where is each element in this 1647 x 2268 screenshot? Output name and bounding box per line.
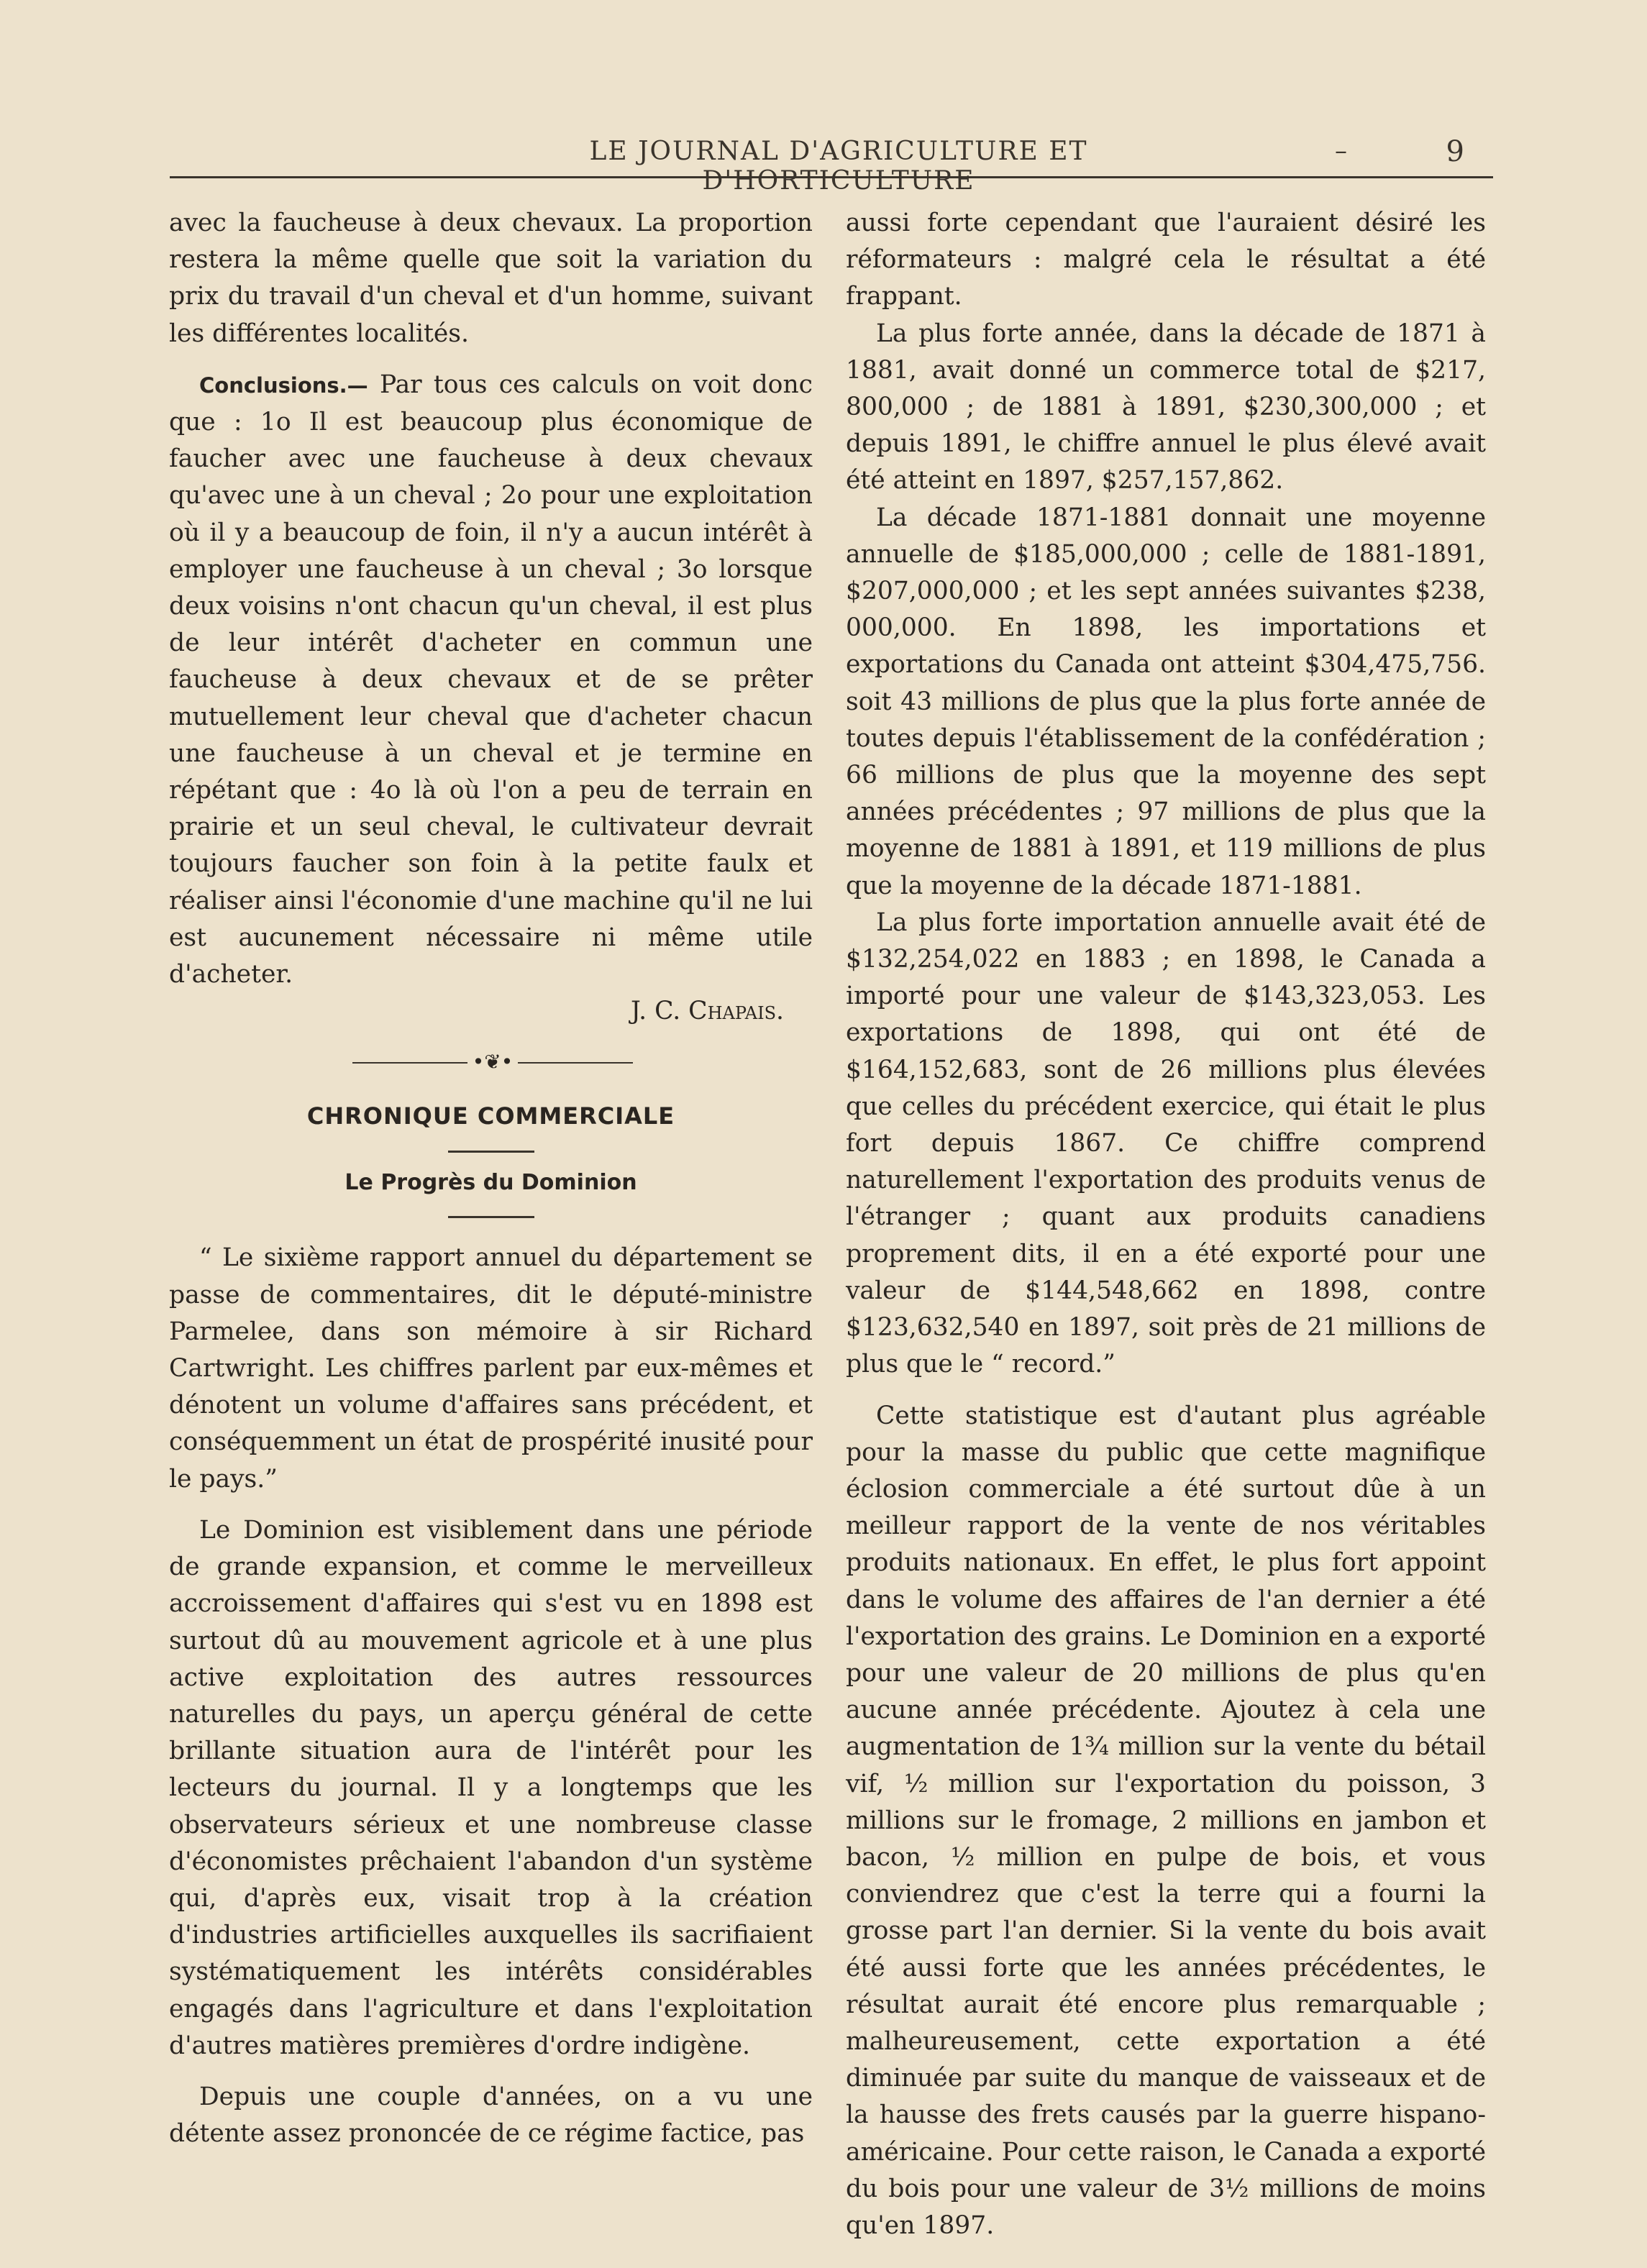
right-paragraph-1: aussi forte cependant que l'auraient désiré les réformateurs : malgré cela le résultat a été frappant. [846,209,1486,311]
p5-text-c: million sur l'exportation du poisson, 3 millions sur le fromage, 2 millions en jambon et bacon, [846,1769,1486,1872]
title-rule-top [448,1151,534,1153]
fraction-half-1: ½ [903,1769,929,1798]
left-paragraph-2: Le Dominion est visiblement dans une période de grande expansion, et comme le merveilleux accroissement d'affaires qui s'est vu en 1898 est surtout dû au mouvement agricole et à une plus active exploitation des autres ressources naturelles du pays, un aperçu général de cette brillante situation aura de l'intérêt pour les lecteurs du journal. Il y a longtemps que les observateurs sérieux et une nombreuse classe d'économistes prêchaient l'abandon d'un système qui, d'après eux, visait trop à la création d'industries artificielles auxquelles ils sacrifiaient systématiquement les intérêts considérables engagés dans l'agriculture et dans l'exploitation d'autres matières premières d'ordre indigène. [169,1515,813,2060]
fraction-half-2: ½ [951,1842,975,1872]
page-number: 9 [1446,135,1464,168]
conclusions-heading: Conclusions.— [199,372,368,398]
p5-text-e: millions de moins qu'en 1897. [846,2174,1486,2240]
journal-title: LE JOURNAL D'AGRICULTURE ET D'HORTICULTURE [589,137,1088,196]
left-column [169,205,813,2152]
right-paragraph-2: La plus forte année, dans la décade de 1871 à 1881, avait donné un commerce total de $217, 800,000 ; de 1881 à 1891, $230,300,000 ; et depuis 1891, le chiffre annuel le plus élevé avait été atteint en 1897, $257,157,862. [846,319,1486,495]
running-header [170,135,1493,196]
ornament-glyph: •❦• [472,1050,514,1074]
right-paragraph-4: La plus forte importation annuelle avait été de $132,254,022 en 1883 ; en 1898, le Canada a importé pour une valeur de $143,323,053. Les exportations de 1898, qui ont été de $164,152,683, sont de 26 millions plus élevées que celles du précédent exercice, qui était le plus fort depuis 1867. Ce chiffre comprend naturellement l'exportation des produits venus de l'étranger ; quant aux produits canadiens proprement dits, il en a été exporté pour une valeur de $144,548,662 en 1898, contre $123,632,540 en 1897, soit près de 21 millions de plus que le “ record.” [846,907,1486,1379]
section-title: CHRONIQUE COMMERCIALE [306,1102,675,1130]
section-ornament [169,1048,813,1077]
fraction-three-half: 3½ [1209,2174,1249,2203]
right-column [846,205,1486,2244]
right-paragraph-3: La décade 1871-1881 donnait une moyenne annuelle de $185,000,000 ; celle de 1881-1891, $207,000,000 ; et les sept années suivantes $238, 000,000. En 1898, les importations et exportations du Canada ont atteint $304,475,756. soit 43 millions de plus que la plus forte année de toutes depuis l'établissement de la confédération ; 66 millions de plus que la moyenne des sept années précédentes ; 97 millions de plus que la moyenne de 1881 à 1891, et 119 millions de plus que la moyenne de la décade 1871-1881. [846,503,1486,900]
header-dash: – [1335,137,1347,165]
right-paragraph-5 [846,1398,1486,2245]
quote-paragraph: “ Le sixième rapport annuel du département se passe de commentaires, dit le député-ministre Parmelee, dans son mémoire à sir Richard Cartwright. Les chiffres parlent par eux-mêmes et dénotent un volume d'affaires sans précédent, et conséquemment un état de prospérité inusité pour le pays.” [169,1243,813,1494]
p5-text-d: million en pulpe de bois, et vous conviendrez que c'est la terre qui a fourni la grosse part l'an dernier. Si la vente du bois avait été aussi forte que les années précédentes, le résultat aurait été encore plus remarquable ; malheureusement, cette exportation a été diminuée par suite du manque de vaisseaux et de la hausse des frets causés par la guerre hispano-américaine. Pour cette raison, le Canada a exporté du bois pour une valeur de [846,1842,1486,2203]
left-paragraph-1: avec la faucheuse à deux chevaux. La proportion restera la même quelle que soit la variation du prix du travail d'un cheval et d'un homme, suivant les différentes localités. [169,209,813,348]
fraction-one-three-quarters: 1¾ [1069,1732,1109,1762]
author-signature: J. C. Chapais. [630,997,784,1026]
p5-text-a: Cette statistique est d'autant plus agréable pour la masse du public que cette magnifique éclosion commerciale a été surtout dûe à un meilleur rapport de la vente de nos véritables produits nationaux. En effet, le plus fort appoint dans le volume des affaires de l'an dernier a été l'exportation des grains. Le Dominion en a exporté pour une valeur de 20 millions de plus qu'en aucune année précédente. Ajoutez à cela une augmentation de [846,1401,1486,1762]
section-subtitle: Le Progrès du Dominion [345,1170,637,1196]
p5-text-b: million sur la vente du bétail vif, [846,1732,1486,1798]
conclusions-text: Par tous ces calculs on voit donc que : 1o Il est beaucoup plus économique de faucher avec une faucheuse à deux chevaux qu'avec une à un cheval ; 2o pour une exploitation où il y a beaucoup de foin, il n'y a aucun intérêt à employer une faucheuse à un cheval ; 3o lorsque deux voisins n'ont chacun qu'un cheval, il est plus de leur intérêt d'acheter en commun une faucheuse à deux chevaux et de se prêter mutuellement leur cheval que d'acheter chacun une faucheuse à un cheval et je termine en répétant que : 4o là où l'on a peu de terrain en prairie et un seul cheval, le cultivateur devrait toujours faucher son foin à la petite faulx et réaliser ainsi l'économie d'une machine qu'il ne lui est aucunement nécessaire ni même utile d'acheter. [169,370,813,989]
left-paragraph-3: Depuis une couple d'années, on a vu une détente assez prononcée de ce régime factice, pas [169,2082,813,2149]
ornament-line-left [352,1062,467,1064]
ornament-line-right [518,1062,633,1064]
header-rule [170,176,1493,178]
conclusions-paragraph [169,367,813,993]
